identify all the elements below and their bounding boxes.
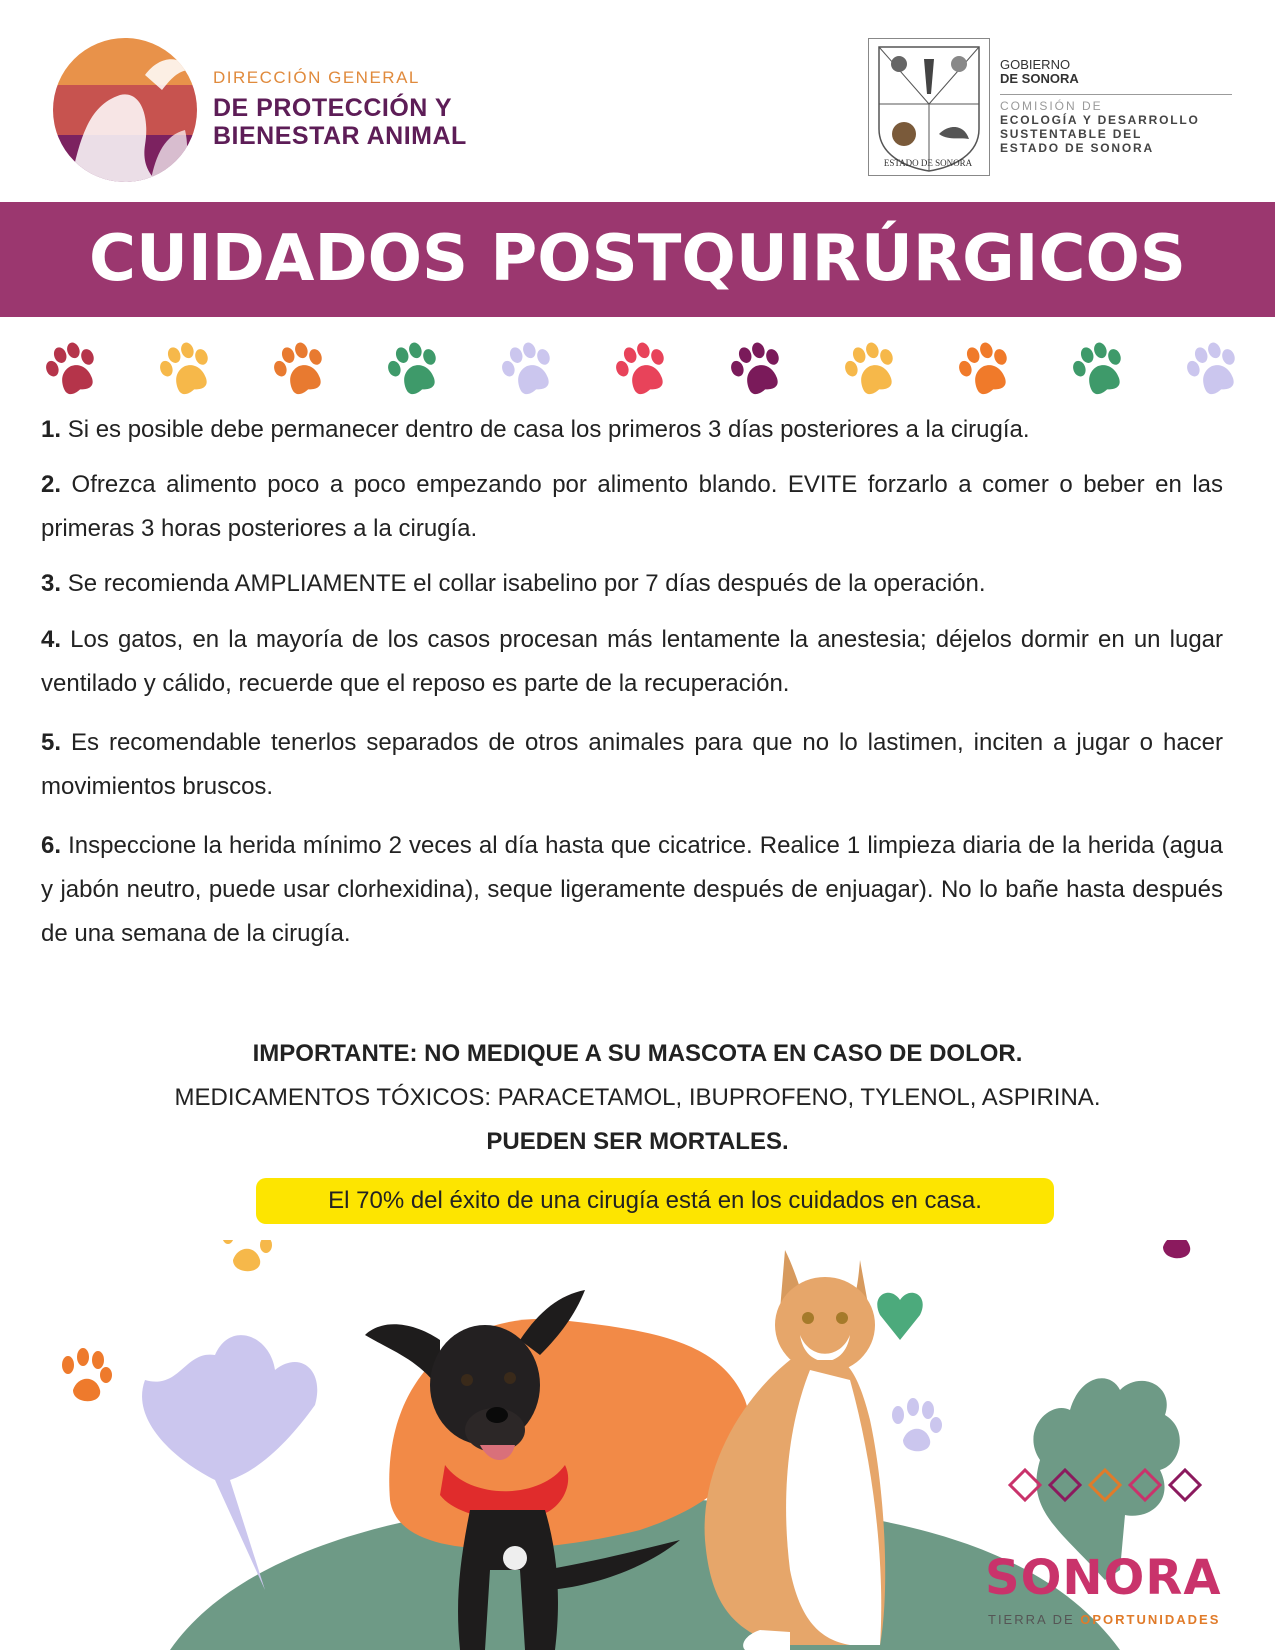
- success-highlight: El 70% del éxito de una cirugía está en los cuidados en casa.: [256, 1178, 1054, 1224]
- divider: [1000, 94, 1232, 95]
- paw-print-magenta-right: [1152, 1240, 1202, 1258]
- paw-print-icon: [268, 340, 332, 400]
- tagline-part1: TIERRA DE: [988, 1612, 1075, 1627]
- instruction-number: 6.: [41, 832, 62, 859]
- instructions-list: [41, 408, 1223, 967]
- sonora-tagline: [988, 1612, 1220, 1627]
- ginkgo-leaf-shape: [142, 1335, 317, 1590]
- paw-print-row: [40, 340, 1245, 400]
- instruction-text: Ofrezca alimento poco a poco empezando por alimento blando. EVITE forzarlo a comer o beber en las primeras 3 horas posteriores a la cirugía.: [41, 471, 1223, 542]
- paw-print-icon: [610, 340, 674, 400]
- paw-print-icon: [953, 340, 1017, 400]
- warning-line3: PUEDEN SER MORTALES.: [486, 1128, 789, 1155]
- instruction-item: [41, 721, 1223, 809]
- paw-print-icon: [1067, 340, 1131, 400]
- page-title: CUIDADOS POSTQUIRÚRGICOS: [89, 222, 1186, 296]
- instruction-text: Inspeccione la herida mínimo 2 veces al día hasta que cicatrice. Realice 1 limpieza diaria de la herida (agua y jabón neutro, puede usar clorhexidina), seque ligeramente después de enjuagar). No lo bañe hasta después de una semana de la cirugía.: [41, 832, 1223, 947]
- government-block: [1000, 58, 1232, 155]
- agency-name-line2: DE PROTECCIÓN Y: [213, 94, 453, 122]
- commission-line2: ECOLOGÍA Y DESARROLLO: [1000, 113, 1200, 127]
- heart-shape: [877, 1293, 922, 1340]
- instruction-text: Los gatos, en la mayoría de los casos procesan más lentamente la anestesia; déjelos dormir en un lugar ventilado y cálido, recuerde que el reposo es parte de la recuperación.: [41, 626, 1223, 697]
- instruction-number: 4.: [41, 626, 62, 653]
- crest-label: ESTADO DE SONORA: [883, 158, 973, 168]
- instruction-number: 1.: [41, 416, 62, 443]
- sonora-coat-of-arms: [868, 38, 990, 176]
- tagline-part2: OPORTUNIDADES: [1080, 1612, 1221, 1627]
- paw-print-orange-left: [62, 1348, 112, 1401]
- commission-line1: COMISIÓN DE: [1000, 99, 1103, 113]
- agency-name-line1: DIRECCIÓN GENERAL: [213, 68, 420, 87]
- paw-print-icon: [496, 340, 560, 400]
- paw-print-yellow-left: [222, 1240, 272, 1271]
- government-line1: GOBIERNO: [1000, 57, 1071, 72]
- instruction-text: Es recomendable tenerlos separados de otros animales para que no lo lastimen, inciten a jugar o hacer movimientos bruscos.: [41, 729, 1224, 800]
- paw-print-icon: [1181, 340, 1245, 400]
- paw-print-icon: [725, 340, 789, 400]
- instruction-text: Se recomienda AMPLIAMENTE el collar isabelino por 7 días después de la operación.: [67, 570, 986, 597]
- instruction-item: [41, 562, 1223, 606]
- paw-print-icon: [154, 340, 218, 400]
- instruction-item: [41, 463, 1223, 551]
- commission-line3: SUSTENTABLE DEL: [1000, 127, 1143, 141]
- commission-line4: ESTADO DE SONORA: [1000, 141, 1154, 155]
- paw-print-icon: [382, 340, 446, 400]
- paw-print-icon: [839, 340, 903, 400]
- instruction-number: 5.: [41, 729, 62, 756]
- protection-agency-logo: [50, 35, 200, 185]
- government-line2: DE SONORA: [1000, 71, 1079, 86]
- paw-print-icon: [40, 340, 104, 400]
- instruction-item: [41, 824, 1223, 956]
- instruction-number: 3.: [41, 570, 62, 597]
- warning-line2: MEDICAMENTOS TÓXICOS: PARACETAMOL, IBUPROFENO, TYLENOL, ASPIRINA.: [174, 1084, 1101, 1111]
- paw-print-lavender-right: [892, 1398, 942, 1451]
- instruction-item: [41, 618, 1223, 706]
- sonora-brand-word: SONORA: [985, 1550, 1222, 1606]
- agency-name: [213, 68, 467, 150]
- warning-line1: IMPORTANTE: NO MEDIQUE A SU MASCOTA EN CASO DE DOLOR.: [252, 1040, 1023, 1067]
- medication-warning: [0, 1032, 1275, 1164]
- agency-name-line3: BIENESTAR ANIMAL: [213, 122, 467, 150]
- instruction-text: Si es posible debe permanecer dentro de casa los primeros 3 días posteriores a la cirugía.: [67, 416, 1030, 443]
- cat-figure: [705, 1250, 886, 1650]
- instruction-number: 2.: [41, 471, 62, 498]
- instruction-item: [41, 408, 1223, 452]
